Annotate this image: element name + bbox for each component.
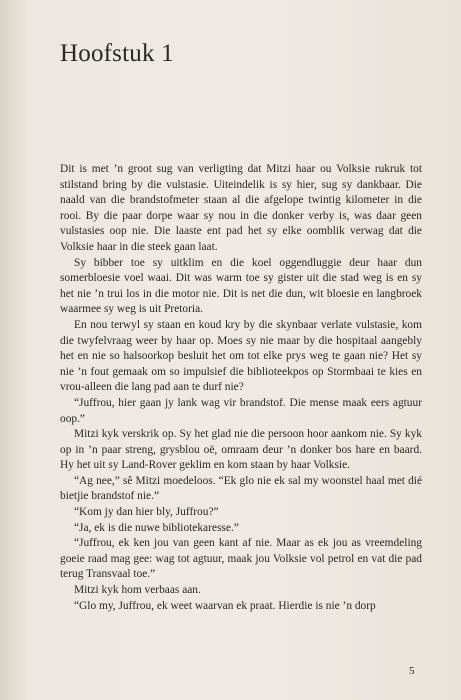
paragraph: “Ag nee,” sê Mitzi moedeloos. “Ek glo nie ek sal my woonstel haal met dié bietjie brandstof nie.”: [60, 474, 422, 503]
body-text: [60, 162, 422, 614]
paragraph: “Kom jy dan hier bly, Juffrou?”: [74, 506, 219, 519]
paragraph: “Ja, ek is die nuwe bibliotekaresse.”: [74, 521, 239, 534]
chapter-title: Hoofstuk 1: [60, 40, 174, 67]
page-number: 5: [409, 665, 415, 677]
paragraph: Dit is met ’n groot sug van verligting dat Mitzi haar ou Volksie rukruk tot stilstand bring by die vulstasie. Uiteindelik is sy hier, sug sy dankbaar. Die naald van die brandstofmeter staan al die afgelope twintig kilometer in die rooi. By die paar dorpe waar sy nou in die donker verby is, was daar geen vulstasies oop nie. Die laaste ent pad het sy elke oomblik verwag dat die Volksie haar in die steek gaan laat.: [60, 163, 422, 253]
paragraph: Sy bibber toe sy uitklim en die koel oggendluggie deur haar dun somerbloesie voel waai. Dit was warm toe sy gister uit die stad weg is en sy het nie ’n trui los in die motor nie. Dit is net die dun, wit bloesie en langbroek waarmee sy weg is uit Pretoria.: [60, 256, 422, 316]
paragraph: En nou terwyl sy staan en koud kry by die skynbaar verlate vulstasie, kom die twyfelvraag weer by haar op. Moes sy nie maar by die hospitaal aangebly het en nie so halsoorkop besluit het om tot elke prys weg te gaan nie? Het sy nie ’n fout gemaak om so impulsief die biblioteekpos op Stormbaai te kies en vrou-alleen die lang pad aan te durf nie?: [60, 318, 422, 394]
paragraph: Mitzi kyk verskrik op. Sy het glad nie die persoon hoor aankom nie. Sy kyk op in ’n paar streng, grysblou oë, omraam deur ’n donker bos hare en baard. Hy het uit sy Land-Rover geklim en kom staan by haar Volksie.: [60, 428, 422, 472]
paragraph: Mitzi kyk hom verbaas aan.: [74, 584, 201, 597]
paragraph: “Glo my, Juffrou, ek weet waarvan ek praat. Hierdie is nie ’n dorp: [74, 599, 376, 612]
paragraph: “Juffrou, hier gaan jy lank wag vir brandstof. Die mense maak eers agtuur oop.”: [60, 396, 422, 425]
paragraph: “Juffrou, ek ken jou van geen kant af nie. Maar as ek jou as vreemdeling goeie raad mag gee: wag tot agtuur, maak jou Volksie vol petrol en vat die pad terug Transvaal toe.”: [60, 537, 422, 581]
